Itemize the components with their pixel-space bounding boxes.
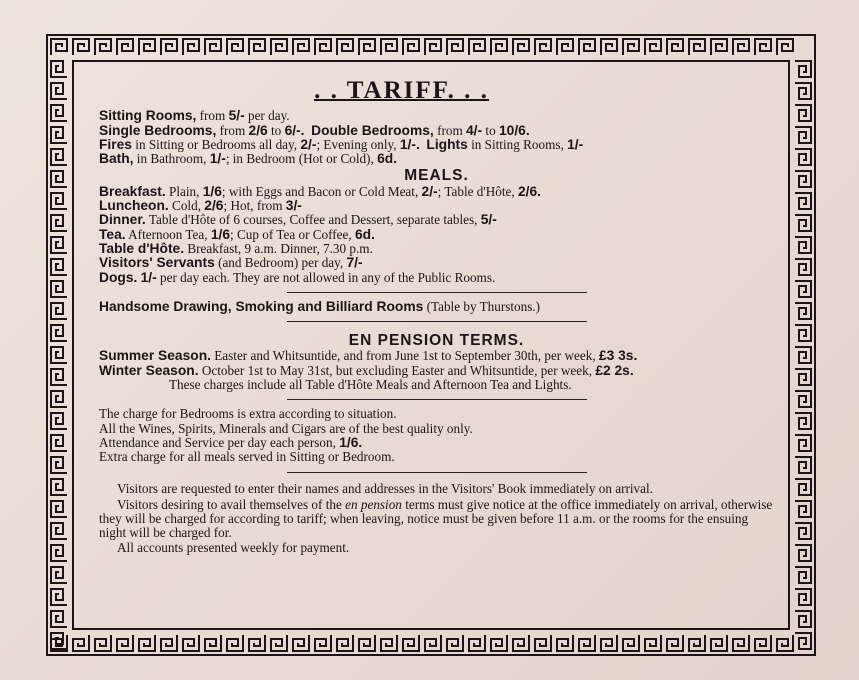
key-motif: [535, 39, 551, 55]
key-motif: [795, 149, 811, 165]
key-motif: [73, 39, 89, 55]
pension-heading: EN PENSION TERMS.: [348, 332, 525, 350]
key-motif: [51, 237, 67, 253]
breakfast-line: Breakfast. Plain, 1/6; with Eggs and Bacon or Cold Meat, 2/-; Table d'Hôte, 2/6.: [99, 183, 541, 199]
key-motif: [689, 39, 705, 55]
key-motif: [795, 281, 811, 297]
key-motif: [795, 83, 811, 99]
key-motif: [51, 611, 67, 627]
public-rooms-line: Handsome Drawing, Smoking and Billiard Rooms (Table by Thurstons.): [99, 298, 541, 314]
key-motif: [227, 635, 243, 651]
key-motif: [51, 127, 67, 143]
key-motif: [425, 635, 441, 651]
key-motif: [795, 391, 811, 407]
key-motif: [795, 501, 811, 517]
table-dhote-line: Table d'Hôte. Breakfast, 9 a.m. Dinner, 7.30 p.m.: [99, 240, 373, 256]
bath-line: Bath, in Bathroom, 1/-; in Bedroom (Hot or Cold), 6d.: [99, 151, 398, 167]
key-motif: [293, 635, 309, 651]
key-motif: [447, 39, 463, 55]
key-motif: [795, 215, 811, 231]
key-motif: [51, 171, 67, 187]
key-motif: [795, 303, 811, 319]
key-motif: [51, 149, 67, 165]
sitting-rooms-line: Sitting Rooms, from 5/- per day.: [99, 108, 290, 124]
dinner-line: Dinner. Table d'Hôte of 6 courses, Coffee and Dessert, separate tables, 5/-: [99, 212, 497, 228]
key-motif: [183, 39, 199, 55]
key-motif: [711, 39, 727, 55]
key-motif: [601, 39, 617, 55]
key-motif: [601, 635, 617, 651]
key-motif: [491, 635, 507, 651]
key-motif: [623, 635, 639, 651]
key-motif: [777, 635, 793, 651]
key-motif: [491, 39, 507, 55]
key-motif: [51, 347, 67, 363]
summer-season-line: Summer Season. Easter and Whitsuntide, and from June 1st to September 30th, per week, £3 3s.: [99, 348, 638, 364]
key-motif: [139, 39, 155, 55]
key-motif: [51, 61, 67, 77]
key-motif: [205, 39, 221, 55]
key-motif: [51, 391, 67, 407]
key-motif: [535, 635, 551, 651]
key-motif: [337, 635, 353, 651]
key-motif: [795, 193, 811, 209]
fires-lights-line: Fires in Sitting or Bedrooms all day, 2/-; Evening only, 1/-. Lights in Sitting Rooms, 1/-: [99, 136, 584, 152]
key-motif: [161, 635, 177, 651]
key-motif: [557, 39, 573, 55]
servants-line: Visitors' Servants (and Bedroom) per day, 7/-: [99, 255, 363, 271]
key-motif: [795, 61, 811, 77]
key-motif: [51, 105, 67, 121]
key-motif: [795, 633, 811, 649]
key-motif: [777, 39, 793, 55]
divider: [287, 321, 587, 322]
tariff-content: [99, 77, 774, 555]
key-motif: [425, 39, 441, 55]
key-motif: [337, 39, 353, 55]
notice-en-pension: Visitors desiring to avail themselves of the en pension terms must give notice at the office immediately on arrival, otherwise they will be charged for according to tariff; when leaving, notice must be given before 11 a.m. or the rooms for the ensuing night will be charged for.: [99, 496, 773, 541]
condition-bedrooms: The charge for Bedrooms is extra according to situation.: [99, 406, 397, 422]
key-motif: [645, 635, 661, 651]
key-motif: [403, 635, 419, 651]
key-motif: [795, 127, 811, 143]
key-motif: [51, 325, 67, 341]
key-motif: [469, 39, 485, 55]
condition-meals-extra: Extra charge for all meals served in Sitting or Bedroom.: [99, 449, 395, 465]
bedrooms-line: Single Bedrooms, from 2/6 to 6/-. Double Bedrooms, from 4/- to 10/6.: [99, 122, 530, 138]
tariff-title: . . TARIFF. . .: [314, 77, 489, 104]
key-motif: [381, 635, 397, 651]
key-motif: [117, 635, 133, 651]
divider: [287, 472, 587, 473]
key-motif: [51, 523, 67, 539]
key-motif: [51, 435, 67, 451]
key-motif: [381, 39, 397, 55]
key-motif: [51, 303, 67, 319]
key-motif: [51, 259, 67, 275]
key-motif: [755, 39, 771, 55]
divider: [287, 399, 587, 400]
key-motif: [667, 39, 683, 55]
key-motif: [795, 435, 811, 451]
key-motif: [95, 39, 111, 55]
key-motif: [293, 39, 309, 55]
key-motif: [733, 39, 749, 55]
condition-attendance: Attendance and Service per day each person, 1/6.: [99, 434, 363, 450]
key-motif: [579, 635, 595, 651]
tea-line: Tea. Afternoon Tea, 1/6; Cup of Tea or Coffee, 6d.: [99, 226, 375, 242]
winter-season-line: Winter Season. October 1st to May 31st, but excluding Easter and Whitsuntide, per week, £2 2s.: [99, 362, 634, 378]
key-motif: [667, 635, 683, 651]
key-motif: [795, 259, 811, 275]
key-motif: [73, 635, 89, 651]
key-motif: [95, 635, 111, 651]
key-motif: [755, 635, 771, 651]
key-motif: [205, 635, 221, 651]
key-motif: [795, 105, 811, 121]
key-motif: [795, 523, 811, 539]
key-motif: [51, 479, 67, 495]
key-motif: [795, 369, 811, 385]
key-motif: [795, 413, 811, 429]
key-motif: [645, 39, 661, 55]
key-motif: [469, 635, 485, 651]
key-motif: [579, 39, 595, 55]
divider: [287, 292, 587, 293]
key-motif: [51, 567, 67, 583]
key-motif: [51, 281, 67, 297]
key-motif: [51, 589, 67, 605]
key-motif: [795, 479, 811, 495]
key-motif: [315, 39, 331, 55]
key-motif: [227, 39, 243, 55]
key-motif: [359, 635, 375, 651]
key-motif: [117, 39, 133, 55]
key-motif: [51, 193, 67, 209]
key-motif: [359, 39, 375, 55]
pension-note: These charges include all Table d'Hôte Meals and Afternoon Tea and Lights.: [169, 377, 572, 393]
key-motif: [51, 501, 67, 517]
key-motif: [249, 39, 265, 55]
key-motif: [795, 171, 811, 187]
dogs-line: Dogs. 1/- per day each. They are not allowed in any of the Public Rooms.: [99, 269, 496, 285]
key-motif: [403, 39, 419, 55]
key-motif: [249, 635, 265, 651]
key-motif: [795, 457, 811, 473]
condition-wines: All the Wines, Spirits, Minerals and Cigars are of the best quality only.: [99, 420, 473, 436]
key-motif: [51, 215, 67, 231]
key-motif: [795, 237, 811, 253]
key-motif: [795, 545, 811, 561]
key-motif: [689, 635, 705, 651]
key-motif: [795, 347, 811, 363]
key-motif: [513, 635, 529, 651]
key-motif: [623, 39, 639, 55]
key-motif: [557, 635, 573, 651]
key-motif: [51, 545, 67, 561]
key-motif: [447, 635, 463, 651]
notice-visitors-book: Visitors are requested to enter their names and addresses in the Visitors' Book immediately on arrival.: [117, 480, 653, 496]
key-motif: [795, 567, 811, 583]
key-motif: [513, 39, 529, 55]
key-motif: [139, 635, 155, 651]
key-motif: [795, 589, 811, 605]
luncheon-line: Luncheon. Cold, 2/6; Hot, from 3/-: [99, 198, 302, 214]
key-motif: [711, 635, 727, 651]
key-motif: [183, 635, 199, 651]
key-motif: [51, 413, 67, 429]
notice-accounts: All accounts presented weekly for payment.: [117, 539, 350, 555]
key-motif: [795, 611, 811, 627]
key-motif: [271, 39, 287, 55]
key-motif: [51, 369, 67, 385]
key-motif: [733, 635, 749, 651]
key-motif: [315, 635, 331, 651]
key-motif: [161, 39, 177, 55]
key-motif: [51, 457, 67, 473]
key-motif: [795, 325, 811, 341]
key-motif: [51, 39, 67, 55]
meals-heading: MEALS.: [404, 167, 469, 185]
key-motif: [271, 635, 287, 651]
